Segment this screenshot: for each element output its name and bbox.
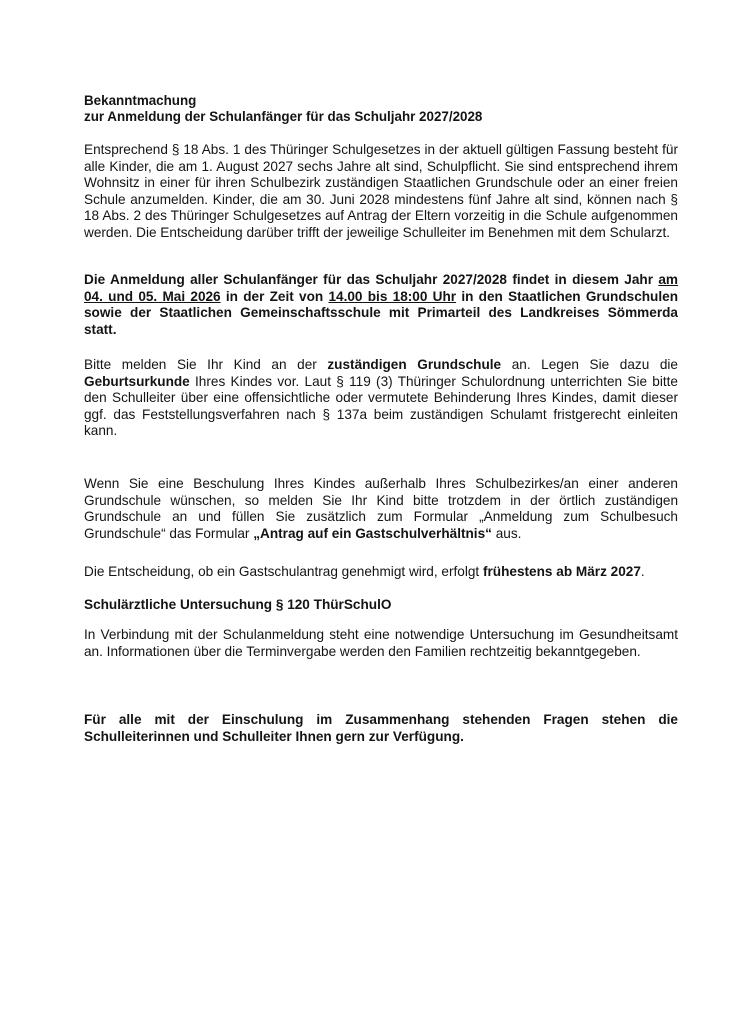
text: aus. xyxy=(491,525,522,541)
text: Die Anmeldung aller Schulanfänger für das Schuljahr 2027/2028 findet in diesem Jahr xyxy=(84,272,659,287)
registration-time: 14.00 bis 18:00 Uhr xyxy=(328,288,457,304)
document-title xyxy=(84,93,678,125)
text: Bitte melden Sie Ihr Kind an der xyxy=(84,357,328,372)
text: Ihres Kindes vor. Laut § 119 (3) Thüringer Schulordnung unterrichten Sie bitte den Schulleiter über eine offensichtliche oder vermutete Behinderung Ihres Kindes, damit dieser ggf. das Feststellungsverfahren nach § 137a beim zuständigen Schulamt fristgerecht einleiten kann. xyxy=(84,373,678,439)
paragraph-untersuchung xyxy=(84,627,678,660)
registration-date: am 04. und 05. Mai 2026 xyxy=(84,272,678,304)
paragraph-schulpflicht xyxy=(84,142,678,242)
paragraph-gastschule xyxy=(84,476,678,542)
text: . xyxy=(640,564,645,579)
section-heading xyxy=(84,597,678,614)
paragraph-text: Für alle mit der Einschulung im Zusammenhang stehenden Fragen stehen die Schulleiterinnen und Schulleiter Ihnen gern zur Verfügung. xyxy=(84,712,678,744)
heading-text: Schulärztliche Untersuchung § 120 ThürSchulO xyxy=(84,597,392,612)
emphasis: Geburtsurkunde xyxy=(84,373,190,389)
text: in der Zeit von xyxy=(220,288,329,304)
paragraph-entscheidung xyxy=(84,564,743,581)
emphasis: frühestens ab März 2027 xyxy=(482,564,641,579)
text: an. Legen Sie dazu die xyxy=(501,357,678,372)
paragraph-text: In Verbindung mit der Schulanmeldung steht eine notwendige Untersuchung im Gesundheitsamt an. Informationen über die Terminvergabe werden den Familien rechtzeitig bekanntgegeben. xyxy=(84,627,678,659)
form-name: „Antrag auf ein Gastschulverhältnis“ xyxy=(253,525,492,541)
paragraph-grundschule xyxy=(84,357,678,440)
text: in den Staatlichen Grundschulen sowie der Staatlichen Gemeinschaftsschule mit Primarteil des Landkreises Sömmerda statt. xyxy=(84,288,679,337)
paragraph-anmeldung-termin xyxy=(84,272,678,338)
title-line-2: zur Anmeldung der Schulanfänger für das Schuljahr 2027/2028 xyxy=(84,109,483,124)
paragraph-fragen xyxy=(84,712,678,745)
title-line-1: Bekanntmachung xyxy=(84,93,197,108)
text: Die Entscheidung, ob ein Gastschulantrag genehmigt wird, erfolgt xyxy=(84,564,483,579)
paragraph-text: Entsprechend § 18 Abs. 1 des Thüringer Schulgesetzes in der aktuell gültigen Fassung besteht für alle Kinder, die am 1. August 2027 sechs Jahre alt sind, Schulpflicht. Sie sind entsprechend ihrem Wohnsitz in einer für ihren Schulbezirk zuständigen Staatlichen Grundschule oder an einer freien Schule anzumelden. Kinder, die am 30. Juni 2028 mindestens fünf Jahre alt sind, können nach § 18 Abs. 2 des Thüringer Schulgesetzes auf Antrag der Eltern vorzeitig in die Schule aufgenommen werden. Die Entscheidung darüber trifft der jeweilige Schulleiter im Benehmen mit dem Schularzt. xyxy=(84,142,678,240)
text: Wenn Sie eine Beschulung Ihres Kindes außerhalb Ihres Schulbezirkes/an einer anderen Grundschule wünschen, so melden Sie Ihr Kind bitte trotzdem in der örtlich zuständigen Grundschule an und füllen Sie zusätzlich zum Formular „Anmeldung zum Schulbesuch Grundschule“ das Formular xyxy=(84,476,678,541)
emphasis: zuständigen Grundschule xyxy=(327,357,502,372)
